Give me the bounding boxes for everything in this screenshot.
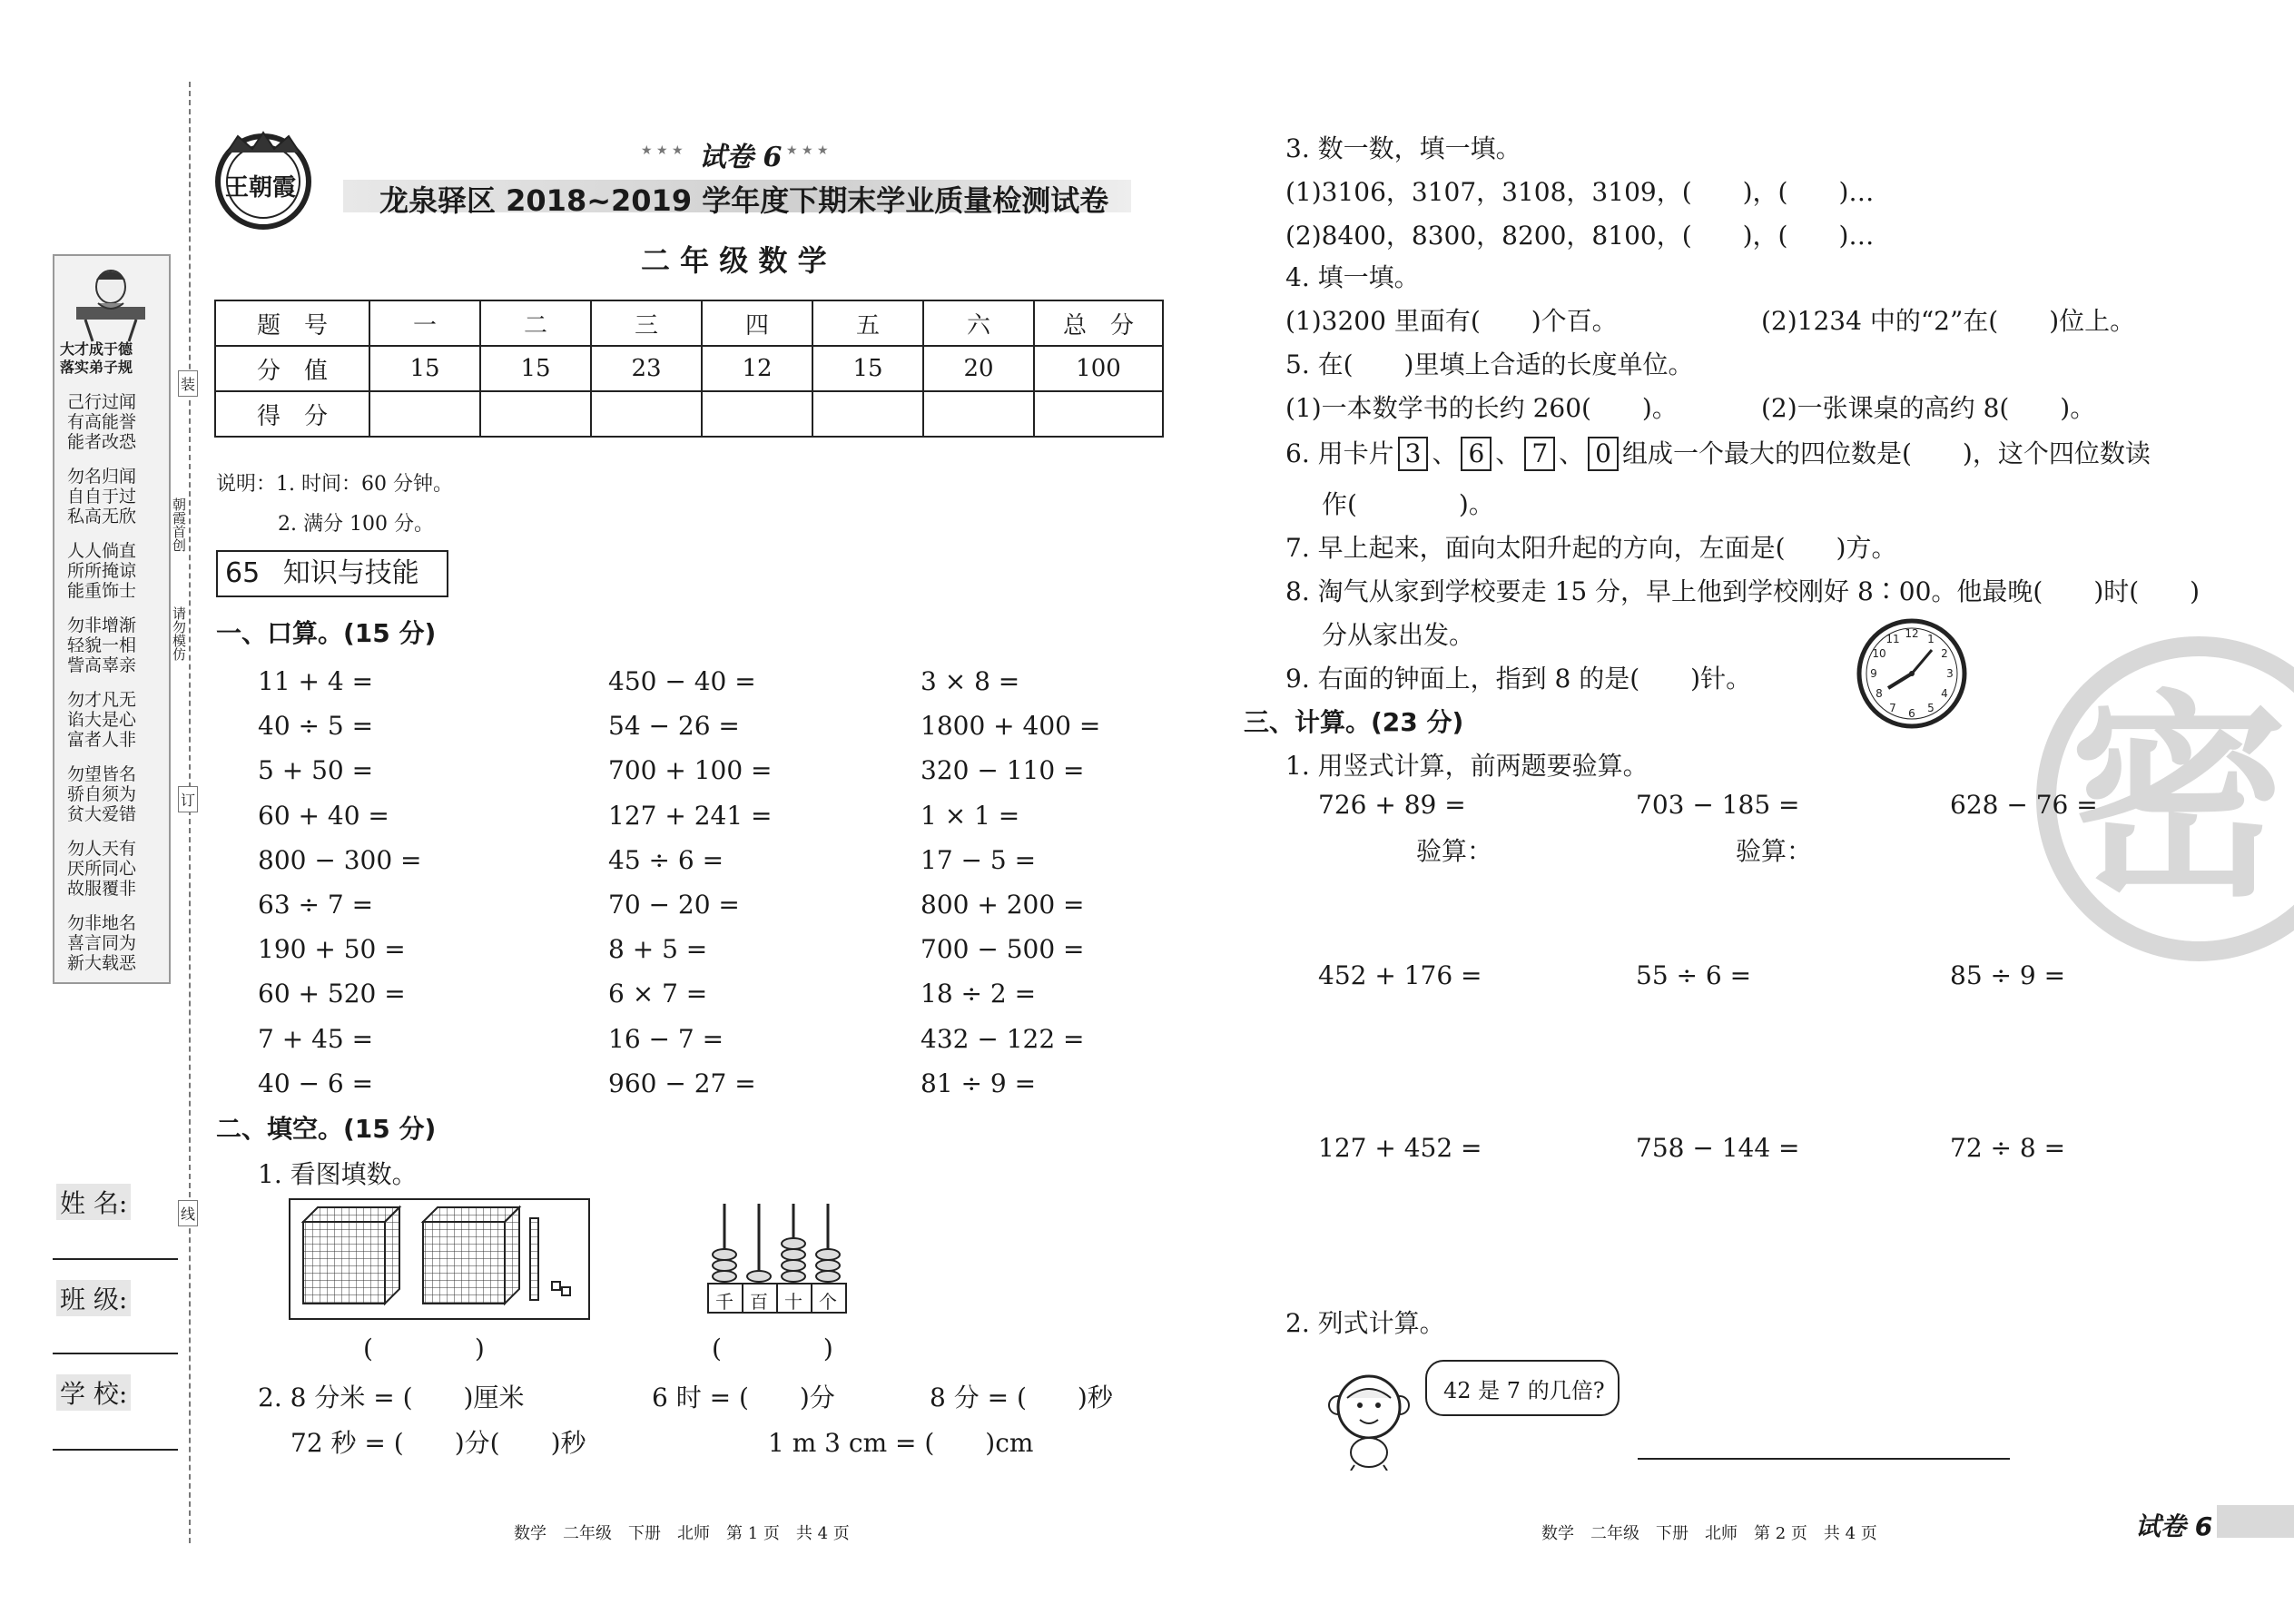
score-header-cell: 二 [480,300,591,346]
svg-text:9: 9 [1870,667,1877,680]
school-label: 学 校: [56,1374,131,1411]
section2-q2-c: 8 分 = ( )秒 [930,1383,1113,1412]
name-field[interactable] [53,1258,178,1260]
binding-mark-zhuang: 装 [178,370,198,397]
motto-line: 勿望皆名 [67,764,137,784]
q7-text: 7. 早上起来，面向太阳升起的方向，左面是( )方。 [1285,533,1897,563]
motto-line: 己行过闻 [67,392,137,412]
svg-text:10: 10 [1872,647,1886,660]
oral-item: 17 − 5 = [921,844,1037,875]
binding-note-copy: 请勿模仿 [171,606,187,661]
score-got-cell[interactable] [591,391,702,437]
motto-line: 勿人天有 [67,839,137,859]
section2-q2-d: 72 秒 = ( )分( )秒 [290,1428,586,1458]
oral-item: 60 + 40 = [258,800,389,831]
motto-line: 勿才凡无 [67,690,137,710]
school-field[interactable] [53,1449,178,1451]
motto-line: 喜言同为 [67,933,137,953]
motto-line: 贫大爱错 [67,804,137,824]
oral-item: 7 + 45 = [258,1023,374,1054]
section2-q2-a: 2. 8 分米 = ( )厘米 [258,1383,525,1412]
score-value-cell: 23 [591,346,702,391]
oral-item: 18 ÷ 2 = [921,979,1037,1009]
q8-line2: 分从家出发。 [1322,620,1475,650]
header-stars-right: ★ ★ ★ [786,143,829,158]
footer-left: 数学 二年级 下册 北师 第 1 页 共 4 页 [514,1524,850,1543]
score-value-cell: 15 [369,346,480,391]
calc-item: 127 + 452 = [1318,1133,1482,1163]
calc-item: 703 − 185 = [1636,790,1800,820]
section3-q1: 1. 用竖式计算，前两题要验算。 [1285,751,1649,781]
oral-item: 700 − 500 = [921,934,1085,965]
oral-item: 70 − 20 = [608,890,740,920]
score-header-cell: 六 [923,300,1034,346]
svg-text:12: 12 [1905,627,1919,640]
oral-item: 54 − 26 = [608,711,740,742]
svg-text:1: 1 [1927,633,1935,645]
motto-line: 自自于过 [67,487,137,507]
class-label: 班 级: [56,1280,131,1316]
section-badge-number: 65 [225,557,261,589]
score-got-cell[interactable] [923,391,1034,437]
q9-text: 9. 右面的钟面上，指到 8 的是( )针。 [1285,664,1752,694]
oral-item: 800 + 200 = [921,890,1085,920]
section-badge-title: 知识与技能 [282,557,419,589]
calc-item: 72 ÷ 8 = [1950,1133,2066,1163]
sidebar-banner-line1: 大才成于德 [60,340,133,358]
oral-item: 1 × 1 = [921,800,1020,831]
class-field[interactable] [53,1353,178,1354]
abacus-label-tens: 十 [784,1291,802,1313]
header-stars-left: ★ ★ ★ [641,143,684,158]
check-label: 验算： [1416,836,1493,866]
secret-mark: 密 [2070,672,2289,926]
monkey-mascot-icon [1327,1371,1411,1471]
exam-title: 龙泉驿区 2018~2019 学年度下期末学业质量检测试卷 [379,183,1109,218]
oral-col1 [258,659,422,1106]
notes-line2: 2. 满分 100 分。 [278,513,434,536]
section2-q1: 1. 看图填数。 [258,1159,418,1189]
score-table-value-row [215,346,1163,391]
motto-line: 故服覆非 [67,879,137,899]
score-header-cell: 四 [702,300,812,346]
section3-title: 三、计算。(23 分) [1244,707,1464,737]
logo-text: 王朝霞 [225,174,297,202]
section-badge [216,550,448,597]
oral-item: 432 − 122 = [921,1023,1085,1054]
calc-item: 758 − 144 = [1636,1133,1800,1163]
section1-title: 一、口算。(15 分) [216,618,437,648]
motto-line: 厌所同心 [67,859,137,879]
svg-text:11: 11 [1885,633,1900,645]
oral-item: 81 ÷ 9 = [921,1068,1037,1098]
motto-line: 有高能誉 [67,412,137,432]
motto-line: 訾高辜亲 [67,655,137,675]
svg-text:7: 7 [1889,702,1896,714]
score-got-label: 得 分 [215,391,369,437]
score-got-cell[interactable] [1034,391,1163,437]
oral-item: 45 ÷ 6 = [608,844,724,875]
binding-mark-xian: 线 [178,1200,198,1226]
q4-item2: (2)1234 中的“2”在( )位上。 [1761,306,2136,336]
clock-face [1856,617,1968,730]
oral-col3 [921,659,1100,1106]
abacus-label-ones: 个 [819,1291,837,1313]
score-got-cell[interactable] [480,391,591,437]
oral-item: 6 × 7 = [608,979,708,1009]
calc-item: 452 + 176 = [1318,960,1482,990]
motto-line: 富者人非 [67,730,137,750]
oral-item: 700 + 100 = [608,755,773,786]
motto-line: 勿非地名 [67,913,137,933]
binding-dashed-line [189,82,191,1543]
score-value-cell: 20 [923,346,1034,391]
oral-item: 40 − 6 = [258,1068,374,1098]
base-ten-blocks-picture [289,1198,590,1320]
motto-line: 能者改恐 [67,432,137,452]
notes-line1: 说明：1. 时间：60 分钟。 [216,473,453,496]
binding-note-original: 朝霞首创 [171,497,187,552]
calc-item: 726 + 89 = [1318,790,1466,820]
subject-title: 二 年 级 数 学 [641,243,827,278]
score-value-cell: 12 [702,346,812,391]
svg-text:8: 8 [1876,687,1883,700]
motto-line: 轻貌一相 [67,635,137,655]
q6-line: 6. 用卡片 3 、 6 、 7 、 0 组成一个最大的四位数是( )，这个四位数读 [1285,434,2151,471]
score-header-cell: 三 [591,300,702,346]
oral-item: 40 ÷ 5 = [258,711,374,742]
score-header-cell: 一 [369,300,480,346]
oral-item: 320 − 110 = [921,755,1085,786]
oral-item: 11 + 4 = [258,666,374,696]
q6-prefix: 6. 用卡片 [1285,438,1394,468]
score-got-cell[interactable] [702,391,812,437]
score-values-label: 分 值 [215,346,369,391]
paper-label: 试卷 6 [699,142,783,173]
abacus-label-thousands: 千 [715,1291,733,1313]
score-got-cell[interactable] [369,391,480,437]
q3-item1: (1)3106，3107，3108，3109，( )，( )… [1285,177,1875,207]
q3-item2: (2)8400，8300，8200，8100，( )，( )… [1285,221,1875,251]
oral-item: 8 + 5 = [608,934,708,965]
section3-q2: 2. 列式计算。 [1285,1308,1445,1338]
calc-item: 55 ÷ 6 = [1636,960,1752,990]
calc-item: 628 − 76 = [1950,790,2098,820]
motto-line: 谄大是心 [67,710,137,730]
oral-item: 3 × 8 = [921,666,1020,696]
sidebar-banner-line2: 落实弟子规 [60,359,133,376]
q5-item2: (2)一张课桌的高约 8( )。 [1761,393,2096,423]
score-table-got-row [215,391,1163,437]
q6-line2: 作( )。 [1322,489,1494,519]
motto-line: 新大载恶 [67,953,137,973]
blocks-answer-blank[interactable]: ( ) [363,1334,485,1363]
score-value-cell: 15 [812,346,923,391]
motto-line: 勿非增渐 [67,615,137,635]
score-got-cell[interactable] [812,391,923,437]
motto-line: 人人倘直 [67,541,137,561]
svg-text:2: 2 [1941,647,1948,660]
section2-q2-e: 1 m 3 cm = ( )cm [768,1428,1034,1458]
q4-item1: (1)3200 里面有( )个百。 [1285,306,1618,336]
oral-item: 960 − 27 = [608,1068,756,1098]
oral-item: 5 + 50 = [258,755,374,786]
oral-item: 190 + 50 = [258,934,406,965]
oral-item: 1800 + 400 = [921,711,1101,742]
motto-line: 私高无欣 [67,507,137,527]
number-card: 6 [1461,437,1492,471]
score-header-cell: 题 号 [215,300,369,346]
speech-text: 42 是 7 的几倍? [1443,1378,1605,1403]
oral-item: 63 ÷ 7 = [258,890,374,920]
scholar-illustration [64,260,158,343]
motto-line: 能重饰士 [67,581,137,601]
score-table-header-row [215,300,1163,346]
section2-q2-b: 6 时 = ( )分 [652,1383,835,1412]
check-label: 验算： [1736,836,1813,866]
q8-text: 8. 淘气从家到学校要走 15 分，早上他到学校刚好 8∶00。他最晚( )时( ) [1285,576,2200,606]
q5-item1: (1)一本数学书的长约 260( )。 [1285,393,1678,423]
q6-suffix: 组成一个最大的四位数是( )，这个四位数读 [1621,438,2151,468]
oral-item: 16 − 7 = [608,1023,724,1054]
motto-line: 勿名归闻 [67,467,137,487]
calc-item: 85 ÷ 9 = [1950,960,2066,990]
q4-title: 4. 填一填。 [1285,262,1420,292]
score-table [214,300,1164,438]
motto-line: 所所掩谅 [67,561,137,581]
number-card: 0 [1588,437,1619,471]
q5-title: 5. 在( )里填上合适的长度单位。 [1285,349,1694,379]
number-card: 3 [1398,437,1429,471]
oral-item: 127 + 241 = [608,800,773,831]
footer-tab-bar [2217,1505,2294,1538]
oral-col2 [608,659,773,1106]
q3-title: 3. 数一数，填一填。 [1285,133,1521,163]
oral-item: 450 − 40 = [608,666,756,696]
section2-title: 二、填空。(15 分) [216,1114,437,1144]
svg-text:3: 3 [1946,667,1954,680]
number-card: 7 [1524,437,1555,471]
score-header-cell: 五 [812,300,923,346]
abacus-answer-blank[interactable]: ( ) [712,1334,833,1363]
abacus-label-hundreds: 百 [750,1291,768,1313]
svg-text:4: 4 [1941,687,1948,700]
oral-item: 800 − 300 = [258,844,422,875]
score-value-cell: 100 [1034,346,1163,391]
svg-text:5: 5 [1927,702,1935,714]
score-header-cell: 总 分 [1034,300,1163,346]
motto-line: 骄自须为 [67,784,137,804]
oral-item: 60 + 520 = [258,979,406,1009]
footer-right: 数学 二年级 下册 北师 第 2 页 共 4 页 [1541,1524,1877,1543]
answer-line[interactable] [1638,1458,2010,1460]
score-value-cell: 15 [480,346,591,391]
binding-mark-ding: 订 [178,786,198,812]
footer-tab: 试卷 6 [2135,1511,2213,1541]
name-label: 姓 名: [56,1184,131,1220]
svg-text:6: 6 [1908,707,1915,720]
